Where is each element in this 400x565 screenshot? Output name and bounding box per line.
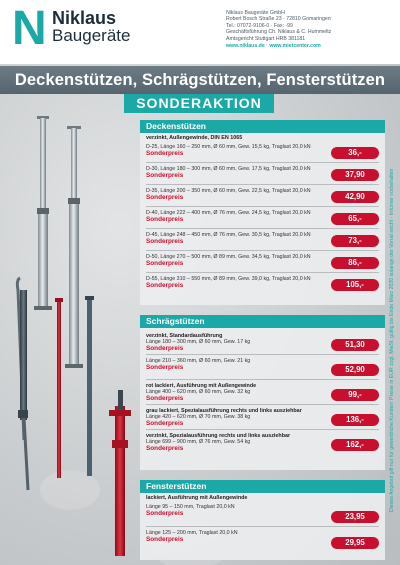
price-row xyxy=(140,273,385,294)
item-description: D-45, Länge 248 – 450 mm, Ø 76 mm, Gew. 30,5 kg, Traglast 20,0 kN xyxy=(146,232,311,238)
item-description: D-50, Länge 270 – 500 mm, Ø 89 mm, Gew. 34,5 kg, Traglast 20,0 kN xyxy=(146,254,311,260)
item-description: D-30, Länge 180 – 300 mm, Ø 60 mm, Gew. 17,5 kg, Traglast 20,0 kN xyxy=(146,166,311,172)
prop-3-icon xyxy=(17,278,28,490)
item-description: Länge 180 – 300 mm, Ø 60 mm, Gew. 17 kg xyxy=(146,339,251,345)
sonderpreis-label: Sonderpreis xyxy=(146,172,184,179)
section-heading: Deckenstützen xyxy=(140,120,385,133)
logo-line-2: Baugeräte xyxy=(52,26,131,45)
price-row xyxy=(140,185,385,206)
price-tag: 37,90 xyxy=(331,169,379,181)
prop-5-icon xyxy=(85,296,94,476)
logo-wordmark xyxy=(52,9,130,45)
price-row xyxy=(140,527,385,552)
header xyxy=(0,0,400,64)
sonderpreis-label: Sonderpreis xyxy=(146,238,184,245)
price-tag: 86,- xyxy=(331,257,379,269)
page-title: Deckenstützen, Schrägstützen, Fensterstützen xyxy=(0,66,400,94)
price-tag: 162,- xyxy=(331,439,379,451)
website-links[interactable]: www.niklaus.de · www.mietcenter.com xyxy=(226,43,321,50)
logo-line-1: Niklaus xyxy=(52,8,117,28)
price-tag: 52,90 xyxy=(331,364,379,376)
address-line: Geschäftsführung Ch. Niklaus & C. Hummeltz xyxy=(226,29,332,36)
item-description: Länge 400 – 620 mm, Ø 60 mm, Gew. 32 kg xyxy=(146,389,251,395)
price-tag: 42,90 xyxy=(331,191,379,203)
section-heading: Fensterstützen xyxy=(140,480,385,493)
item-variant: verzinkt, Spezialausführung rechts und links ausziehbar xyxy=(146,433,291,439)
prop-1-icon xyxy=(34,116,52,310)
item-description: D-35, Länge 200 – 350 mm, Ø 60 mm, Gew. 22,5 kg, Traglast 20,0 kN xyxy=(146,188,311,194)
sonderpreis-label: Sonderpreis xyxy=(146,536,184,543)
price-row xyxy=(140,380,385,404)
price-tag: 36,- xyxy=(331,147,379,159)
item-description: Länge 210 – 360 mm, Ø 60 mm, Gew. 21 kg xyxy=(146,358,251,364)
price-row xyxy=(140,430,385,454)
prop-6-icon xyxy=(109,390,131,556)
price-tag: 23,95 xyxy=(331,511,379,523)
sonderpreis-label: Sonderpreis xyxy=(146,194,184,201)
sonderpreis-label: Sonderpreis xyxy=(146,445,184,452)
price-row xyxy=(140,251,385,272)
sonderpreis-label: Sonderpreis xyxy=(146,395,184,402)
sonderpreis-label: Sonderpreis xyxy=(146,150,184,157)
price-tag: 29,95 xyxy=(331,537,379,549)
company-address xyxy=(226,10,396,49)
price-row xyxy=(140,207,385,228)
price-tag: 65,- xyxy=(331,213,379,225)
address-line: Amtsgericht Stuttgart HRB 381181 xyxy=(226,35,306,42)
item-variant: grau lackiert, Spezialausführung rechts und links ausziehbar xyxy=(146,408,302,414)
price-tag: 105,- xyxy=(331,279,379,291)
sonderaktion-badge: SONDERAKTION xyxy=(124,94,274,113)
props-illustration xyxy=(0,110,140,565)
price-row xyxy=(140,163,385,184)
section-subtitle: verzinkt, Außengewinde, DIN EN 1065 xyxy=(146,135,243,141)
sonderpreis-label: Sonderpreis xyxy=(146,420,184,427)
section-subtitle: lackiert, Ausführung mit Außengewinde xyxy=(146,495,248,501)
item-description: D-55, Länge 310 – 550 mm, Ø 89 mm, Gew. 39,0 kg, Traglast 20,0 kN xyxy=(146,276,311,282)
price-row xyxy=(140,330,385,354)
price-tag: 136,- xyxy=(331,414,379,426)
address-line: Robert Bosch Straße 23 · 72810 Gomaringen xyxy=(226,16,331,23)
prop-2-icon xyxy=(65,126,83,368)
item-description: D-25, Länge 160 – 250 mm, Ø 60 mm, Gew. 15,5 kg, Traglast 20,0 kN xyxy=(146,144,311,150)
price-row xyxy=(140,501,385,526)
item-description: D-40, Länge 222 – 400 mm, Ø 76 mm, Gew. 24,5 kg, Traglast 20,0 kN xyxy=(146,210,311,216)
section-heading: Schrägstützen xyxy=(140,315,385,328)
address-line: Niklaus Baugeräte GmbH xyxy=(226,10,285,16)
sonderpreis-label: Sonderpreis xyxy=(146,364,184,371)
offer-disclaimer: Dieses Angebot gilt nur für gewerbliche Kunden! Preise in EUR zzgl. MwSt. gültig bis Ende März 2020 solange der Vorrat reicht · Irrtümer vorbehalten xyxy=(389,168,395,512)
price-panel xyxy=(140,120,385,560)
section-deckenstuetzen xyxy=(140,120,385,305)
sonderpreis-label: Sonderpreis xyxy=(146,216,184,223)
item-variant: verzinkt, Standardausführung xyxy=(146,333,223,339)
sonderpreis-label: Sonderpreis xyxy=(146,282,184,289)
address-line: Tel.: 07072-9106-0 · Fax: -99 xyxy=(226,22,293,29)
logo-letter: N xyxy=(12,2,47,55)
price-tag: 73,- xyxy=(331,235,379,247)
item-description: Länge 125 – 200 mm, Traglast 20,0 kN xyxy=(146,530,238,536)
prop-4-icon xyxy=(55,298,63,478)
price-row xyxy=(140,405,385,429)
sonderpreis-label: Sonderpreis xyxy=(146,510,184,517)
item-description: Länge 95 – 150 mm, Traglast 20,0 kN xyxy=(146,504,235,510)
item-variant: rot lackiert, Ausführung mit Außengewinde xyxy=(146,383,257,389)
sonderpreis-label: Sonderpreis xyxy=(146,345,184,352)
item-description: Länge 699 – 900 mm, Ø 76 mm, Gew. 54 kg xyxy=(146,439,251,445)
item-description: Länge 420 – 620 mm, Ø 70 mm, Gew. 38 kg xyxy=(146,414,251,420)
price-tag: 99,- xyxy=(331,389,379,401)
sonderpreis-label: Sonderpreis xyxy=(146,260,184,267)
price-row xyxy=(140,141,385,162)
price-row xyxy=(140,229,385,250)
section-fensterstuetzen xyxy=(140,480,385,560)
price-tag: 51,30 xyxy=(331,339,379,351)
price-row xyxy=(140,355,385,379)
section-schraegstuetzen xyxy=(140,315,385,470)
